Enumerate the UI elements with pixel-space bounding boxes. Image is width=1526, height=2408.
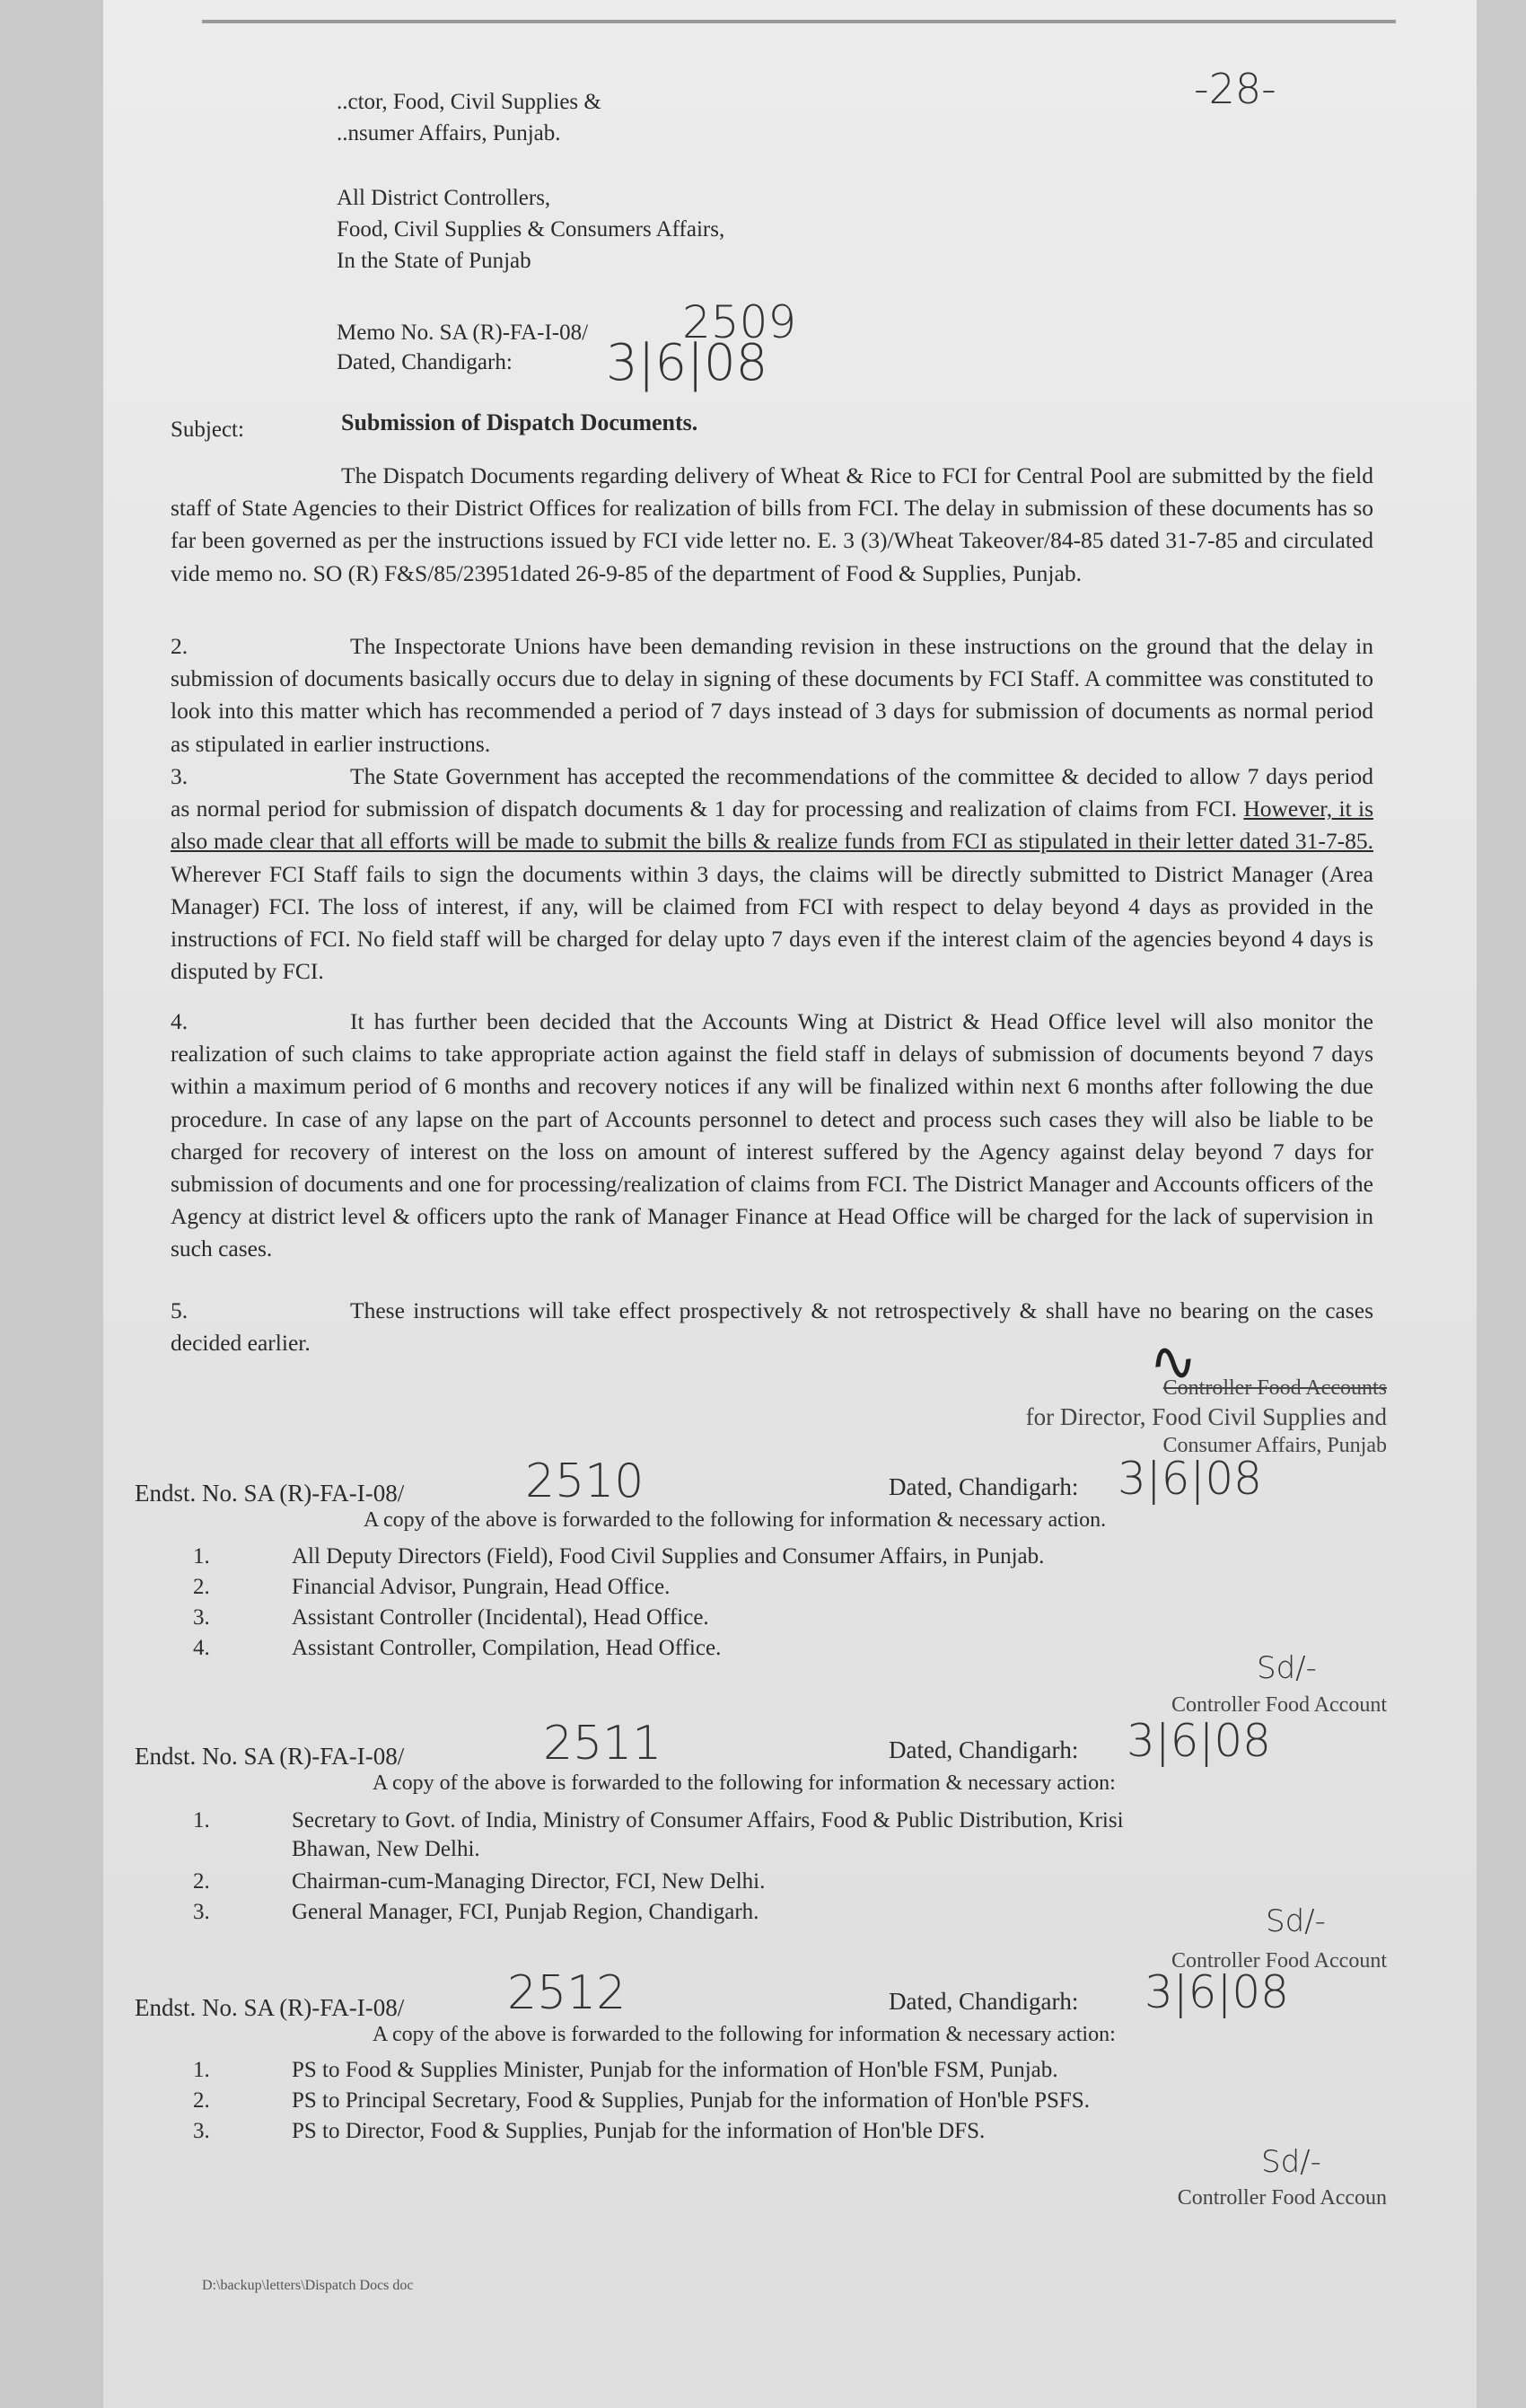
- endorsement-2-item-1: 1. Secretary to Govt. of India, Ministry of Consumer Affairs, Food & Public Distribution, Krisi: [193, 1808, 1124, 1832]
- memo-dated-label: Dated, Chandigarh:: [337, 350, 513, 374]
- to-line-2: Food, Civil Supplies & Consumers Affairs,: [337, 217, 725, 242]
- page-number: -28-: [1194, 65, 1276, 113]
- endorsement-3-dated-label: Dated, Chandigarh:: [889, 1988, 1079, 2015]
- endorsement-2-dated-label: Dated, Chandigarh:: [889, 1736, 1079, 1763]
- endorsement-1-item-1: 1. All Deputy Directors (Field), Food Civil Supplies and Consumer Affairs, in Punjab.: [193, 1544, 1045, 1569]
- memo-date-handwritten: 3|6|08: [606, 334, 768, 392]
- endorsement-3-intro: A copy of the above is forwarded to the following for information & necessary action:: [373, 2023, 1116, 2046]
- endorsement-3-item-3: 3. PS to Director, Food & Supplies, Punjab for the information of Hon'ble DFS.: [193, 2119, 986, 2143]
- from-line-2: ..nsumer Affairs, Punjab.: [337, 121, 561, 145]
- paragraph-3-underlined-text: However, it is also made clear that all efforts will be made to submit the bills & realize funds from FCI as stipulated in their letter dated 31-7-85.: [171, 795, 1373, 855]
- endorsement-2-label: Endst. No. SA (R)-FA-I-08/: [135, 1743, 405, 1770]
- endorsement-1-signer: Controller Food Account: [1171, 1693, 1387, 1717]
- paragraph-5-text: These instructions will take effect prospectively & not retrospectively & shall have no bearing on the cases decided earlier.: [171, 1297, 1373, 1357]
- endorsement-1-item-3: 3. Assistant Controller (Incidental), Head Office.: [193, 1605, 709, 1630]
- endorsement-1-sd: Sd/-: [1257, 1650, 1317, 1686]
- endorsement-2-signer: Controller Food Account: [1171, 1949, 1387, 1973]
- paragraph-1-text: The Dispatch Documents regarding delivery of Wheat & Rice to FCI for Central Pool are submitted by the field staff of State Agencies to their District Offices for realization of bills from FCI. The delay in submission of these documents has so far been governed as per the instructions issued by FCI vide letter no. E. 3 (3)/Wheat Takeover/84-85 dated 31-7-85 and circulated vide memo no. SO (R) F&S/85/23951dated 26-9-85 of the department of Food & Supplies, Punjab.: [171, 462, 1373, 586]
- endorsement-2-item-3: 3. General Manager, FCI, Punjab Region, Chandigarh.: [193, 1900, 759, 1924]
- endorsement-3-item-2: 2. PS to Principal Secretary, Food & Supplies, Punjab for the information of Hon'ble PSFS.: [193, 2088, 1090, 2113]
- paragraph-3-text-c: Wherever FCI Staff fails to sign the documents within 3 days, the claims will be directly submitted to District Manager (Area Manager) FCI. The loss of interest, if any, will be claimed from FCI with respect to delay beyond 4 days as provided in the instructions of FCI. No field staff will be charged for delay upto 7 days even if the interest claim of the agencies beyond 4 days is disputed by FCI.: [171, 860, 1373, 985]
- endorsement-2-sd: Sd/-: [1266, 1903, 1326, 1939]
- paragraph-1: [171, 460, 1373, 590]
- endorsement-1-item-2: 2. Financial Advisor, Pungrain, Head Office.: [193, 1575, 671, 1599]
- to-line-1: All District Controllers,: [337, 186, 551, 210]
- endorsement-3-signer: Controller Food Accoun: [1177, 2186, 1387, 2210]
- top-edge-line: [202, 20, 1396, 23]
- signature-line-2: for Director, Food Civil Supplies and: [1025, 1403, 1387, 1430]
- signature-scribble: ∿: [1145, 1326, 1201, 1398]
- subject-label: Subject:: [171, 417, 244, 442]
- endorsement-3-date: 3|6|08: [1144, 1966, 1289, 2018]
- endorsement-1-dated-label: Dated, Chandigarh:: [889, 1473, 1079, 1500]
- endorsement-1-date: 3|6|08: [1118, 1453, 1262, 1505]
- paragraph-4: [171, 1006, 1373, 1266]
- endorsement-3-item-1: 1. PS to Food & Supplies Minister, Punjab for the information of Hon'ble FSM, Punjab.: [193, 2058, 1058, 2082]
- subject-text: Submission of Dispatch Documents.: [341, 409, 698, 435]
- endorsement-3-sd: Sd/-: [1261, 2144, 1321, 2180]
- signature-line-1: Controller Food Accounts: [1162, 1376, 1387, 1400]
- endorsement-1-number: 2510: [525, 1454, 645, 1508]
- endorsement-1-item-4: 4. Assistant Controller, Compilation, Head Office.: [193, 1636, 722, 1660]
- signature-line-3: Consumer Affairs, Punjab: [1162, 1434, 1387, 1457]
- endorsement-2-item-1-continued: Bhawan, New Delhi.: [292, 1837, 480, 1861]
- paragraph-3-number: 3.: [171, 763, 189, 789]
- signature-title: [911, 1374, 1387, 1460]
- endorsement-3-label: Endst. No. SA (R)-FA-I-08/: [135, 1994, 405, 2021]
- endorsement-2-item-2: 2. Chairman-cum-Managing Director, FCI, New Delhi.: [193, 1869, 766, 1894]
- endorsement-3-number: 2512: [507, 1966, 627, 2020]
- paragraph-4-text: It has further been decided that the Accounts Wing at District & Head Office level will also monitor the realization of such claims to take appropriate action against the field staff in delays of submission of documents beyond 7 days within a maximum period of 6 months and recovery notices if any will be finalized within next 6 months after following the due procedure. In case of any lapse on the part of Accounts personnel to detect and process such cases they will also be liable to be charged for recovery of interest on the loss on amount of interest suffered by the Agency against delay beyond 7 days for submission of documents and one for processing/realization of claims from FCI. The District Manager and Accounts officers of the Agency at district level & officers upto the rank of Manager Finance at Head Office will be charged for the lack of supervision in such cases.: [171, 1008, 1373, 1262]
- endorsement-2-date: 3|6|08: [1127, 1715, 1271, 1767]
- endorsement-2-intro: A copy of the above is forwarded to the following for information & necessary action:: [373, 1771, 1116, 1795]
- endorsement-2-number: 2511: [543, 1717, 662, 1771]
- paragraph-4-number: 4.: [171, 1008, 189, 1034]
- paragraph-5-number: 5.: [171, 1297, 189, 1323]
- document-page: [103, 0, 1477, 2408]
- paragraph-2: [171, 630, 1373, 760]
- endorsement-1-intro: A copy of the above is forwarded to the following for information & necessary action.: [364, 1508, 1107, 1532]
- paragraph-2-text: The Inspectorate Unions have been demanding revision in these instructions on the ground that the delay in submission of documents basically occurs due to delay in signing of these documents by FCI Staff. A committee was constituted to look into this matter which has recommended a period of 7 days instead of 3 days for submission of documents as normal period as stipulated in earlier instructions.: [171, 633, 1373, 757]
- memo-label: Memo No. SA (R)-FA-I-08/: [337, 321, 589, 345]
- paragraph-3-text-a: The State Government has accepted the recommendations of the committee & decided to allow 7 days period as normal period for submission of dispatch documents & 1 day for processing and realization of claims from FCI.: [171, 763, 1373, 822]
- from-line-1: ..ctor, Food, Civil Supplies &: [337, 90, 601, 114]
- paragraph-2-number: 2.: [171, 633, 189, 659]
- paragraph-3: [171, 760, 1373, 988]
- footer-file-path: D:\backup\letters\Dispatch Docs doc: [202, 2278, 414, 2293]
- to-line-3: In the State of Punjab: [337, 249, 531, 273]
- memo-number-handwritten: 2509: [682, 296, 797, 348]
- endorsement-1-label: Endst. No. SA (R)-FA-I-08/: [135, 1480, 405, 1507]
